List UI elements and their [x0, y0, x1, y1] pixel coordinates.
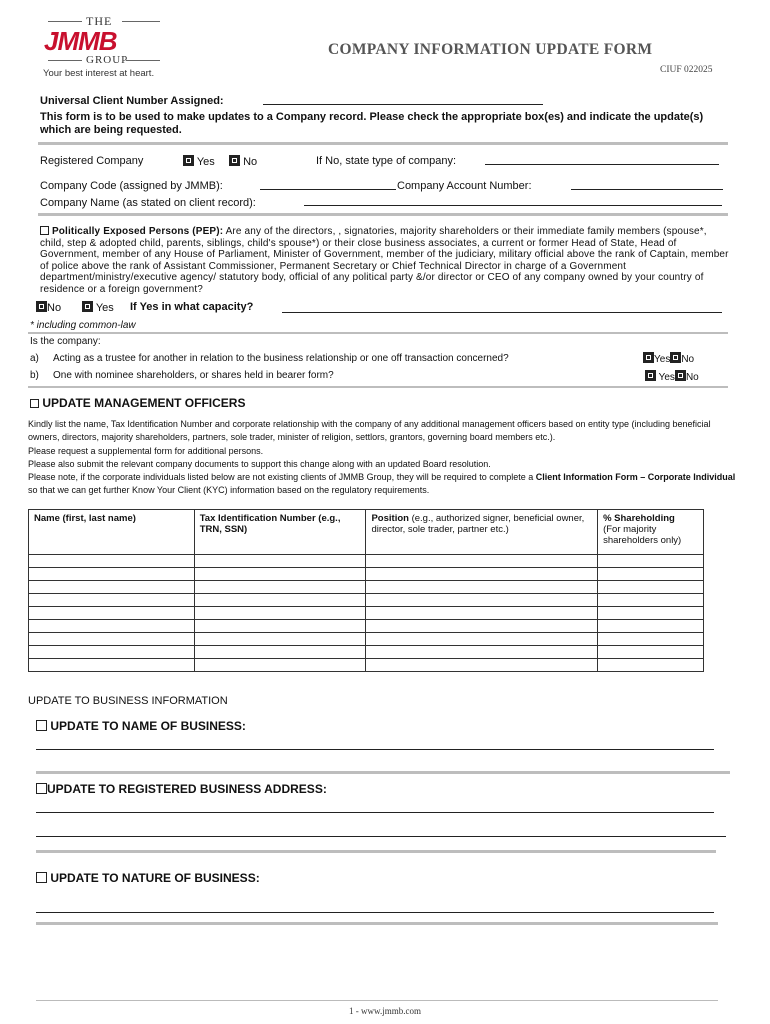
col-tin-header: Tax Identification Number (e.g., TRN, SSN) [194, 510, 366, 555]
cell[interactable] [598, 620, 704, 633]
registered-no-option[interactable] [229, 155, 257, 168]
company-code-label: Company Code (assigned by JMMB): [40, 180, 223, 192]
para-4-text: Please note, if the corporate individuals listed below are not existing clients of JMMB Group, they will be required to complete a [28, 472, 536, 483]
cell[interactable] [29, 646, 195, 659]
cell[interactable] [366, 568, 598, 581]
col-shareholding-header: % Shareholding (For majority shareholders only) [598, 510, 704, 555]
officers-para-3: Please also submit the relevant company documents to support this change along with an updated Board resolution. [28, 458, 491, 469]
business-nature-label: UPDATE TO NATURE OF BUSINESS: [50, 871, 260, 885]
cell[interactable] [598, 633, 704, 646]
cell[interactable] [598, 581, 704, 594]
company-is-b-text: One with nominee shareholders, or shares held in bearer form? [53, 370, 334, 381]
footer-rule [36, 1000, 718, 1001]
cell[interactable] [194, 659, 366, 672]
company-type-label: If No, state type of company: [316, 155, 457, 167]
table-row[interactable] [29, 568, 704, 581]
business-name-label: UPDATE TO NAME OF BUSINESS: [50, 719, 246, 733]
divider [28, 332, 728, 334]
officers-heading-label: UPDATE MANAGEMENT OFFICERS [42, 396, 246, 410]
table-header-row [29, 510, 704, 555]
cell[interactable] [29, 581, 195, 594]
table-row[interactable] [29, 659, 704, 672]
divider [38, 213, 728, 216]
nominee-options[interactable] [645, 370, 699, 383]
account-number-field[interactable] [571, 189, 723, 190]
cell[interactable] [366, 620, 598, 633]
intro-text: This form is to be used to make updates to a Company record. Please check the appropriate box(es) and indicate the update(s) which are being requested. [40, 111, 704, 136]
yes-label: Yes [196, 156, 215, 168]
company-code-field[interactable] [260, 189, 396, 190]
logo [40, 14, 164, 80]
logo-brand: JMMB [44, 26, 117, 56]
cell[interactable] [29, 555, 195, 568]
no-label: No [681, 354, 695, 365]
divider [36, 771, 730, 774]
business-section-label: UPDATE TO BUSINESS INFORMATION [28, 695, 228, 707]
table-row[interactable] [29, 633, 704, 646]
cell[interactable] [598, 646, 704, 659]
cell[interactable] [366, 555, 598, 568]
registered-company-label: Registered Company [40, 155, 144, 167]
ucn-label: Universal Client Number Assigned: [40, 95, 224, 107]
table-row[interactable] [29, 594, 704, 607]
cell[interactable] [598, 555, 704, 568]
para-4-form-name: Client Information Form – Corporate Individual [535, 472, 736, 483]
officers-instructions [28, 418, 738, 498]
cell[interactable] [194, 568, 366, 581]
footer-page: 1 - www.jmmb.com [349, 1006, 421, 1016]
officers-table [28, 509, 704, 672]
business-address-checkbox-icon[interactable] [36, 783, 47, 794]
checkbox-icon[interactable] [643, 352, 654, 363]
checkbox-icon[interactable] [675, 370, 686, 381]
logo-group: GROUP [86, 54, 129, 66]
table-row[interactable] [29, 620, 704, 633]
yes-label: Yes [658, 372, 675, 383]
cell[interactable] [29, 659, 195, 672]
col-name-header: Name (first, last name) [29, 510, 195, 555]
cell[interactable] [29, 633, 195, 646]
company-is-a-letter: a) [30, 353, 39, 364]
cell[interactable] [598, 594, 704, 607]
business-name-heading [36, 719, 246, 733]
business-nature-field[interactable] [36, 912, 714, 913]
checkbox-icon[interactable] [670, 352, 681, 363]
cell[interactable] [29, 594, 195, 607]
cell[interactable] [194, 555, 366, 568]
pep-capacity-label: If Yes in what capacity? [130, 301, 254, 313]
business-nature-checkbox-icon[interactable] [36, 872, 47, 883]
no-label: No [47, 302, 62, 314]
yes-label: Yes [654, 354, 671, 365]
cell[interactable] [194, 633, 366, 646]
cell[interactable] [194, 646, 366, 659]
cell[interactable] [194, 581, 366, 594]
company-name-field[interactable] [304, 205, 722, 206]
no-label: No [243, 156, 258, 168]
pep-capacity-field[interactable] [282, 312, 722, 313]
business-address-field-1[interactable] [36, 812, 714, 813]
divider [28, 386, 728, 388]
cell[interactable] [366, 633, 598, 646]
pep-heading: Politically Exposed Persons (PEP): [51, 226, 224, 237]
table-row[interactable] [29, 646, 704, 659]
cell[interactable] [29, 568, 195, 581]
cell[interactable] [29, 607, 195, 620]
divider [38, 142, 728, 145]
business-address-label: UPDATE TO REGISTERED BUSINESS ADDRESS: [47, 782, 327, 796]
pep-checkbox-icon[interactable] [40, 226, 49, 235]
company-is-b-letter: b) [30, 370, 39, 381]
officers-para-1: Kindly list the name, Tax Identification Number and corporate relationship with the company of any additional management officers based on entity type (including beneficial owners, directors, majority shareholders, partners, sole trader, minister of religion, settlors, grantors, governing board members etc.). [28, 419, 711, 443]
pep-no-option[interactable] [36, 301, 61, 314]
no-label: No [685, 372, 699, 383]
divider [36, 850, 716, 853]
table-row[interactable] [29, 581, 704, 594]
officers-para-2: Please request a supplemental form for additional persons. [28, 445, 264, 456]
officers-para-4 [28, 471, 738, 498]
company-type-field[interactable] [485, 164, 719, 165]
registered-yes-option[interactable] [183, 155, 215, 168]
pep-footnote: * including common-law [30, 320, 136, 331]
checkbox-icon[interactable] [82, 301, 93, 312]
form-title: COMPANY INFORMATION UPDATE FORM [328, 41, 653, 58]
checkbox-icon[interactable] [645, 370, 656, 381]
checkbox-icon[interactable] [183, 155, 194, 166]
form-code: CIUF 022025 [660, 65, 713, 75]
cell[interactable] [366, 607, 598, 620]
para-4-text-end: so that we can get further Know Your Client (KYC) information based on the regulatory requirements. [28, 485, 430, 496]
company-name-label: Company Name (as stated on client record): [40, 197, 256, 209]
business-address-field-2[interactable] [36, 836, 726, 837]
cell[interactable] [194, 607, 366, 620]
business-name-field[interactable] [36, 749, 714, 750]
pep-question [40, 226, 732, 296]
cell[interactable] [598, 607, 704, 620]
trustee-options[interactable] [643, 352, 694, 365]
cell[interactable] [598, 568, 704, 581]
business-address-heading [36, 782, 327, 796]
table-row[interactable] [29, 607, 704, 620]
business-name-checkbox-icon[interactable] [36, 720, 47, 731]
cell[interactable] [598, 659, 704, 672]
cell[interactable] [366, 659, 598, 672]
cell[interactable] [366, 581, 598, 594]
logo-the: THE [86, 14, 113, 28]
officers-checkbox-icon[interactable] [30, 399, 39, 408]
account-number-label: Company Account Number: [397, 180, 532, 192]
officers-heading [30, 396, 245, 410]
yes-label: Yes [95, 302, 114, 314]
cell[interactable] [366, 646, 598, 659]
table-row[interactable] [29, 555, 704, 568]
checkbox-icon[interactable] [36, 301, 47, 312]
cell[interactable] [194, 620, 366, 633]
cell[interactable] [29, 620, 195, 633]
pep-yes-option[interactable] [82, 301, 114, 314]
divider [36, 922, 718, 925]
business-nature-heading [36, 871, 260, 885]
company-is-label: Is the company: [30, 336, 101, 347]
logo-tagline: Your best interest at heart. [43, 68, 155, 79]
ucn-field[interactable] [263, 104, 543, 105]
col-position-header: Position (e.g., authorized signer, beneficial owner, director, sole trader, partner etc.) [366, 510, 598, 555]
cell[interactable] [366, 594, 598, 607]
checkbox-icon[interactable] [229, 155, 240, 166]
company-is-a-text: Acting as a trustee for another in relation to the business relationship or one off transaction concerned? [53, 353, 509, 364]
cell[interactable] [194, 594, 366, 607]
pep-text: Are any of the directors, , signatories, majority shareholders or their immediate family members (spouse*, child, step & adopted child, parents, siblings, child's spouse*) or their close business associates, a current or former Head of State, Head of Government, member of any House of Parliament, Minister of Government, member of the judiciary, military official above the rank of Captain, member of police above the rank of Assistant Commissioner, Permanent Secretary or Chief Technical Director in charge of a Government department/ministry/executive agency/ statutory body, official of any political party &/or director or CEO of any company owned by your country of residence or a foreign government? [40, 226, 729, 295]
